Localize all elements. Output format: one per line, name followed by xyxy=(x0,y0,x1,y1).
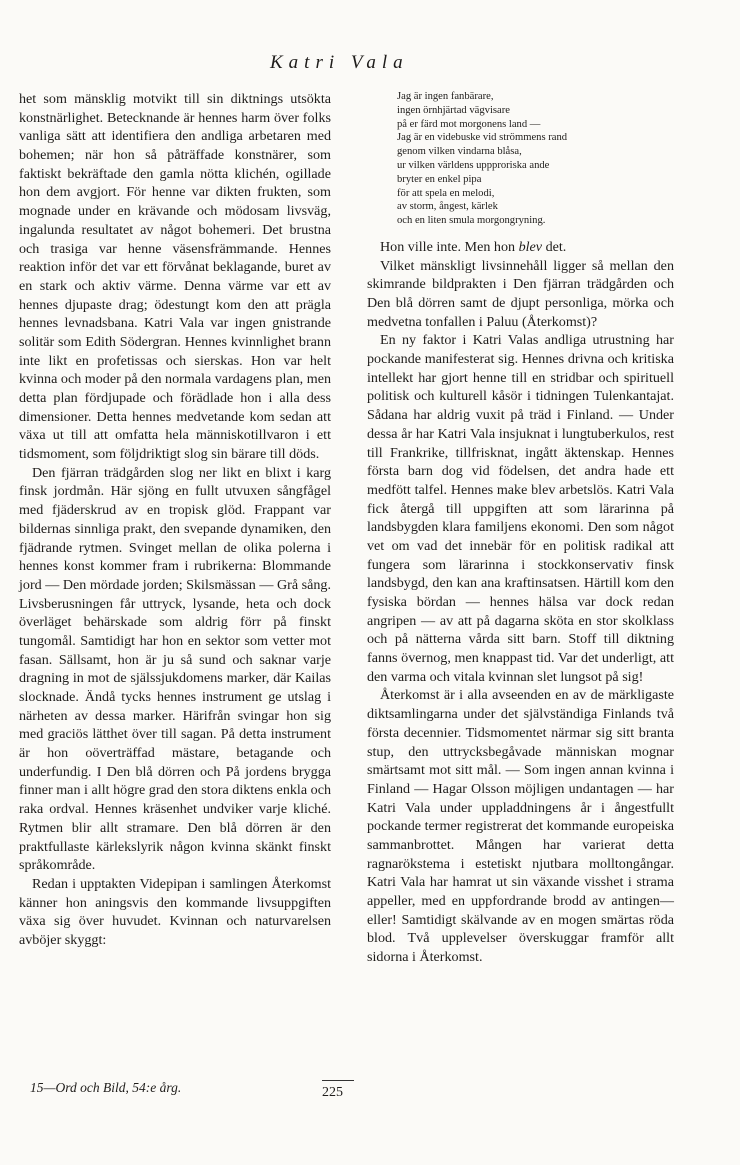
emphasis: blev xyxy=(518,238,543,255)
poem-line: genom vilken vindarna blåsa, xyxy=(397,146,522,158)
paragraph: Återkomst är i alla avseenden en av de märkligaste diktsamlingarna under det självständiga Finlands två första decennier. Tidsmomentet närmar sig sitt branta stup, den uttrycksbegåvade människan mognar smärtsamt mot sitt mål. — Som ingen annan kvinna i Finland — Hagar Olsson möjligen undantagen — har Katri Vala under uppladdningens år i ångestfullt pockande termer registrerat det kommande europeiska sammanbrottet. Mången har varierat detta ragnarökstema i estetiskt njutbara molltongångar. Katri Vala har hamrat ut sin växande visshet i strama appeller, med en uppfordrande brodd av antingen—eller! Samtidigt skälvande av en mogen smärtas röda blod. Två upplevelser överskuggar framför allt sidorna i Återkomst. xyxy=(367,687,674,966)
poem-line: på er färd mot morgonens land — xyxy=(397,118,541,130)
running-head: Katri Vala xyxy=(270,52,409,73)
paragraph: Vilket mänskligt livsinnehåll ligger så mellan den skimrande bildprakten i Den fjärran trädgården och Den blå dörren samt de djupt personliga, mörka och medvetna tonfallen i Paluu (Återkomst)? xyxy=(367,257,674,330)
paragraph: Den fjärran trädgården slog ner likt en blixt i karg finsk jordmån. Här sjöng en fullt utvuxen sångfågel med fjäderskrud av en tropisk glöd. Frappant var bildernas sinnliga prakt, den svepande dynamiken, den fjädrande rytmen. Svinget mellan de olika polerna i hennes konst kommer fram i rubrikerna: Blommande jord — Den mördade jorden; Skilsmässan — Grå sång. Livsberusningen får uttryck, lysande, heta och dock överläget behärskade som aldrig förr på finskt tungomål. Samtidigt har hon en sektor som vetter mot fasan. Sällsamt, hon är ju så sund och saknar varje dragning in mot de själssjukdomens marker, där Kailas slocknade. Ändå tycks hennes instrument ge utslag i närheten av dessa marker. Härifrån svingar hon sig med graciös lätthet över till sagan. På detta instrument är hon oöverträffad mästare, betagande och underfundig. I Den blå dörren och På jordens brygga finner man i allt högre grad den stora diktens enkla och raka ordval. Hennes kräsenhet undviker varje kliché. Rytmen blir allt stramare. Den blå dörren är den praktfullaste kärlekslyrik någon kvinna skänkt finskt språkområde. xyxy=(19,464,331,874)
poem-line: ingen örnhjärtad vägvisare xyxy=(397,104,510,116)
text-run: Hon ville inte. Men hon xyxy=(380,238,519,255)
poem-line: bryter en enkel pipa xyxy=(397,173,482,185)
paragraph: En ny faktor i Katri Valas andliga utrustning har pockande manifesterat sig. Hennes drivna och kritiska intellekt har gjort henne till en stridbar och spirituell politisk och kulturell kåsör i tidningen Tulenkantajat. Sådana har aldrig vuxit på träd i Finland. — Under dessa år har Katri Vala insjuknat i lungtuberkulos, rest till Frankrike, tillfrisknat, ingått äktenskap. Hennes första barn dog vid födelsen, det andra hade ett medfött talfel. Hennes make blev arbetslös. Katri Vala fick återgå till uppgiften att som lärarinna på landsbygden klara familjens ekonomi. Den som något vet om vad det innebär för en politisk radikal att fungera som lärarinna i stockkonservativ finsk landsbygd, den kan ana kraftinsatsen. Härtill kom den fysiska bördan — hennes hälsa var dock redan angripen — av att på dagarna sköta en stor skolklass och på nätterna vårda sitt barn. Stoff till diktning fanns övernog, men knappast tid. Var det underligt, att den varma och vitala kvinnan slet lungsot på sig! xyxy=(367,332,674,685)
paragraph: het som mänsklig motvikt till sin diktnings utsökta konstnärlighet. Betecknande är hennes harm över folks vanliga sätt att identifiera den andliga arbetaren med bohemen; när hon så påträffade konstnärer, som faktiskt bekräftade den gamla nötta klichén, ogillade hon dem avgjort. För henne var dikten frukten, som mognade under en krävande och mödosam livsväg, ingalunda resultatet av något bohemeri. Det brustna och trasiga var henne väsensfrämmande. Hennes reaktion inför det var ett förvånat beklagande, buret av en stark och aktiv värme. Denna värme var ett av hennes djupaste drag; ödestungt kom den att prägla hennes levnadsbana. Katri Vala var ingen gnistrande solitär som Edith Södergran. Hennes kvinnlighet brann inte likt en profetissas och sierskas. Hon var helt kvinna och moder på den normala vardagens plan, men detta plan fördjupade och förädlade hon i alla dess dimensioner. Detta hennes medvetande kom sedan att växa ut till att omfatta hela människotillvaron i ett tidsmoment, som följdriktigt slog sin bärare till döds. xyxy=(19,91,331,463)
text-run: det. xyxy=(542,238,567,255)
page-number-rule xyxy=(322,1080,354,1081)
poem-line: av storm, ångest, kärlek xyxy=(397,201,498,213)
right-column xyxy=(367,90,674,967)
poem-line: och en liten smula morgongryning. xyxy=(397,215,546,227)
footer-signature: 15—Ord och Bild, 54:e årg. xyxy=(30,1080,182,1095)
page-number: 225 xyxy=(322,1085,343,1100)
left-column xyxy=(19,90,331,950)
poem-line: för att spela en melodi, xyxy=(397,187,495,199)
poem-line: ur vilken världens uppproriska ande xyxy=(397,159,550,171)
poem-line: Jag är en videbuske vid strömmens rand xyxy=(397,132,568,144)
paragraph xyxy=(367,238,674,257)
poem-line: Jag är ingen fanbärare, xyxy=(397,91,494,102)
poem-block xyxy=(397,90,674,228)
paragraph: Redan i upptakten Videpipan i samlingen Återkomst känner hon aningsvis den kommande livsuppgiften växa sig över huvudet. Kvinnan och naturvarelsen avböjer skyggt: xyxy=(19,875,331,948)
